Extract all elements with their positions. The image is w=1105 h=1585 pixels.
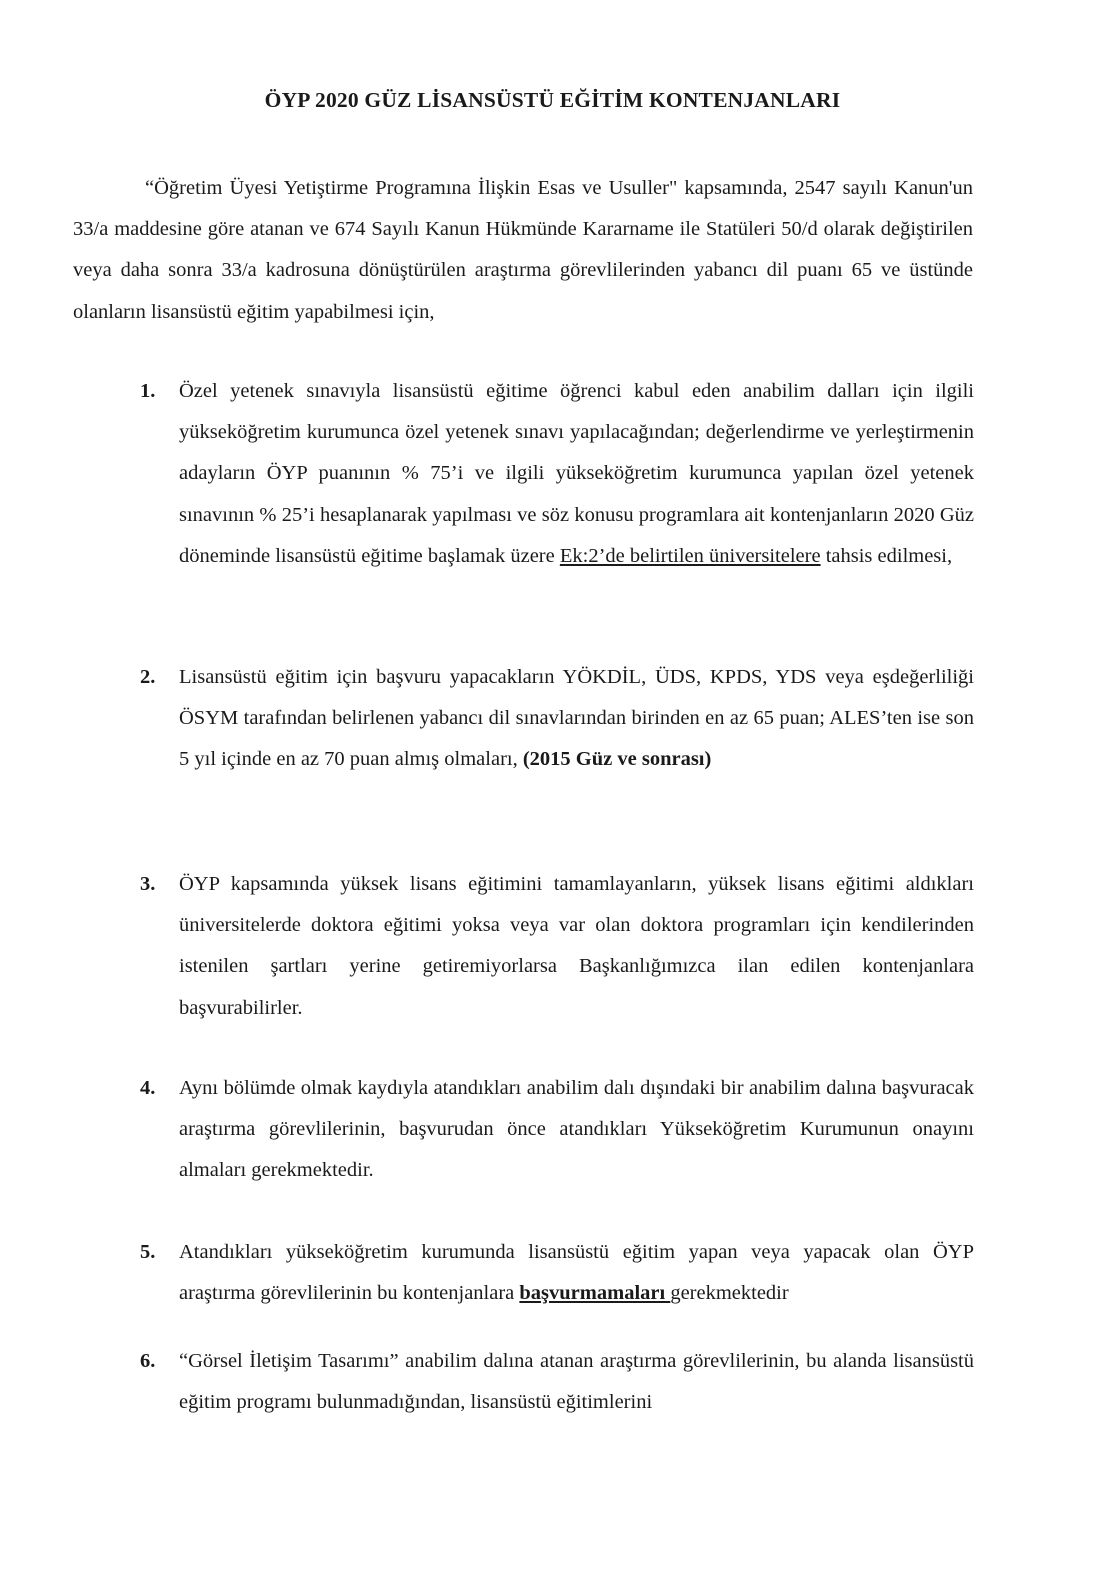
document-title: ÖYP 2020 GÜZ LİSANSÜSTÜ EĞİTİM KONTENJANLARI — [264, 88, 841, 112]
intro-paragraph — [73, 168, 973, 333]
list-item-text: Aynı bölümde olmak kaydıyla atandıkları anabilim dalı dışındaki bir anabilim dalına başvuracak araştırma görevlilerinin, başvurudan önce atandıkları Yükseköğretim Kurumunun onayını almaları gerekmektedir. — [179, 1077, 974, 1182]
text-run: Atandıkları yükseköğretim kurumunda lisansüstü eğitim yapan veya yapacak olan ÖYP araştırma görevlilerinin bu kontenjanlara — [179, 1241, 974, 1305]
list-item-text — [179, 657, 974, 781]
list-item-2 — [140, 657, 974, 781]
list-item-number: 2. — [140, 666, 156, 688]
list-item-text — [179, 1232, 974, 1314]
intro-text: “Öğretim Üyesi Yetiştirme Programına İlişkin Esas ve Usuller" kapsamında, 2547 sayılı Kanun'un 33/a maddesine göre atanan ve 674 Sayılı Kanun Hükmünde Kararname ile Statüleri 50/d olarak değiştirilen veya daha sonra 33/a kadrosuna dönüştürülen araştırma görevlilerinden yabancı dil puanı 65 ve üstünde olanların lisansüstü eğitim yapabilmesi için, — [73, 177, 973, 323]
emphasized-word: başvurmamaları — [519, 1282, 671, 1305]
list-item-number: 6. — [140, 1350, 156, 1372]
list-item-text: ÖYP kapsamında yüksek lisans eğitimini tamamlayanların, yüksek lisans eğitimi aldıkları üniversitelerde doktora eğitimi yoksa veya var olan doktora programları için kendilerinden istenilen şartları yerine getiremiyorlarsa Başkanlığımızca ilan edilen kontenjanlara başvurabilirler. — [179, 873, 974, 1019]
text-run: Lisansüstü eğitim için başvuru yapacakların YÖKDİL, ÜDS, KPDS, YDS veya eşdeğerliliği ÖSYM tarafından belirlenen yabancı dil sınavlarından birinden en az 65 puan; ALES’ten ise son 5 yıl içinde en az 70 puan almış olmaları, — [179, 666, 974, 771]
list-item-number: 3. — [140, 873, 156, 895]
text-run: gerekmektedir — [670, 1282, 789, 1305]
bold-note: (2015 Güz ve sonrası) — [522, 748, 712, 771]
list-item-1 — [140, 371, 974, 577]
list-item-3 — [140, 864, 974, 1029]
underlined-reference: Ek:2’de belirtilen üniversitelere — [559, 544, 821, 567]
list-item-text: “Görsel İletişim Tasarımı” anabilim dalına atanan araştırma görevlilerinin, bu alanda lisansüstü eğitim programı bulunmadığından, lisansüstü eğitimlerini — [179, 1350, 974, 1414]
list-item-number: 1. — [140, 380, 156, 402]
text-run: tahsis edilmesi, — [820, 544, 953, 567]
list-item-4 — [140, 1068, 974, 1192]
list-item-number: 4. — [140, 1077, 156, 1099]
list-item-5 — [140, 1232, 974, 1314]
list-item-text — [179, 371, 974, 577]
text-run: Özel yetenek sınavıyla lisansüstü eğitime öğrenci kabul eden anabilim dalları için ilgili yükseköğretim kurumunca özel yetenek sınavı yapılacağından; değerlendirme ve yerleştirmenin adayların ÖYP puanının % 75’i ve ilgili yükseköğretim kurumunca yapılan özel yetenek sınavının % 25’i hesaplanarak yapılması ve söz konusu programlara ait kontenjanların 2020 Güz döneminde lisansüstü eğitime başlamak üzere — [179, 380, 974, 567]
list-item-number: 5. — [140, 1241, 156, 1263]
list-item-6 — [140, 1341, 974, 1423]
